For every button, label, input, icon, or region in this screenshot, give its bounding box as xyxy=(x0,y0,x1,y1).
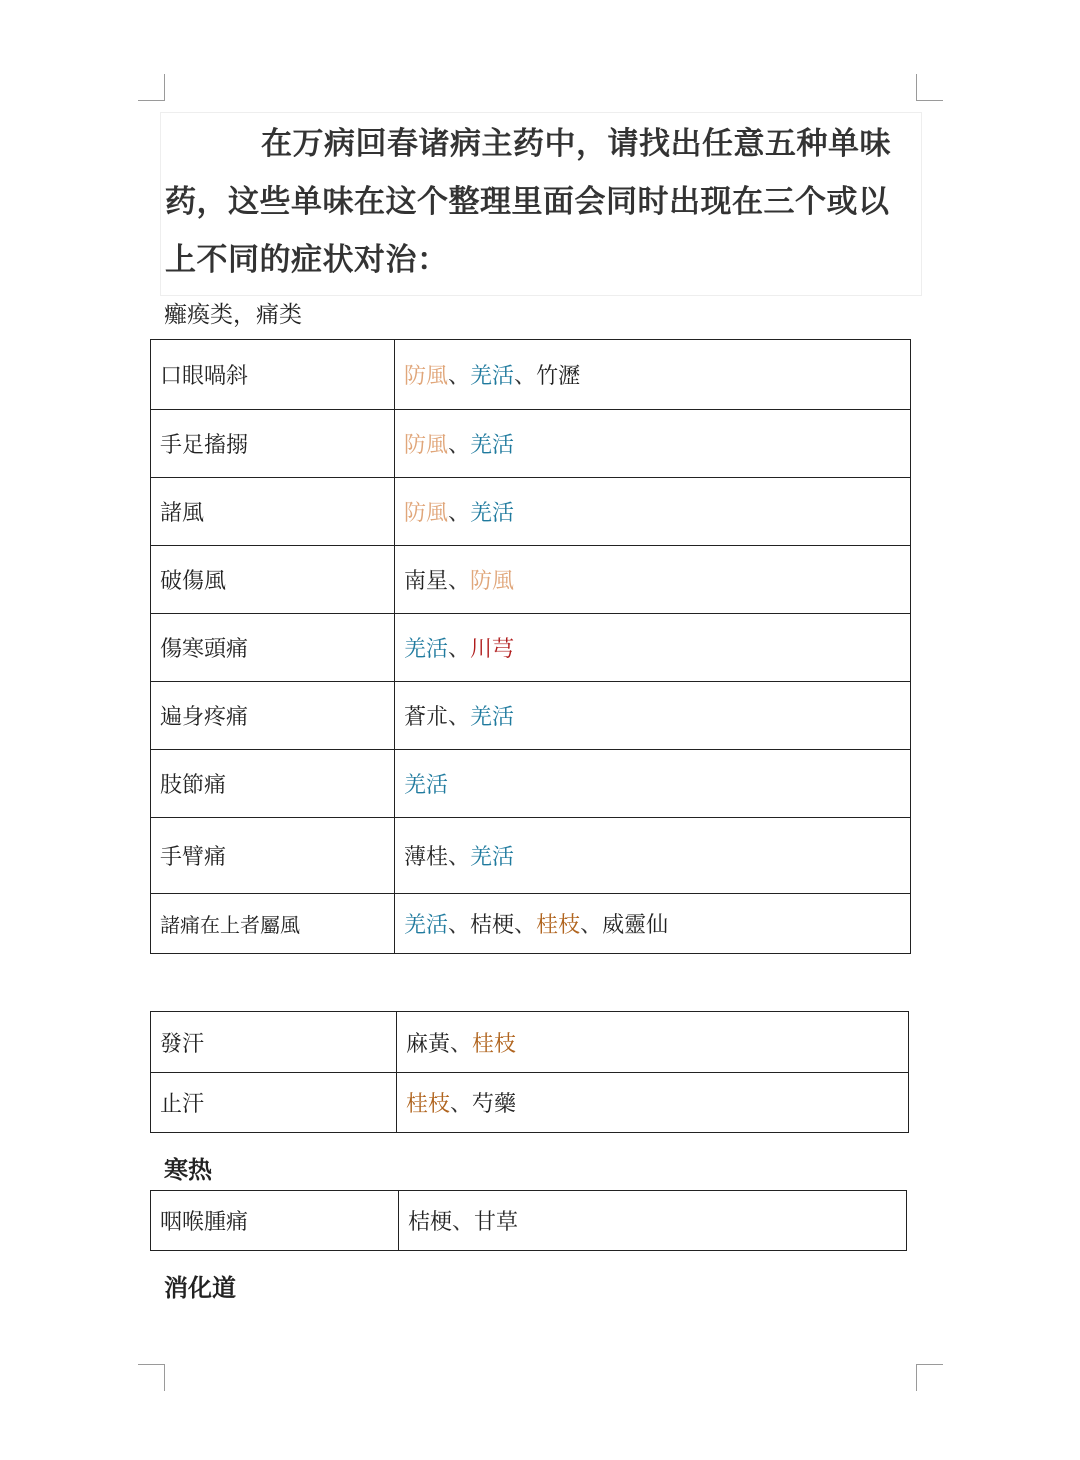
herb-name: 麻黃 xyxy=(406,1031,451,1057)
herb-name: 蒼朮 xyxy=(404,705,449,730)
herb-separator: 、 xyxy=(452,1210,475,1235)
symptom-cell: 傷寒頭痛 xyxy=(151,614,395,682)
herb-name: 防風 xyxy=(470,569,515,594)
table-row xyxy=(151,750,911,818)
table-row xyxy=(151,340,911,410)
table-row xyxy=(151,546,911,614)
herb-name: 威靈仙 xyxy=(602,913,669,938)
herb-name: 桂枝 xyxy=(472,1031,517,1057)
symptom-cell: 諸風 xyxy=(151,478,395,546)
herbs-cell xyxy=(395,682,911,750)
table-row xyxy=(151,1012,909,1073)
herb-name: 羌活 xyxy=(404,637,449,662)
herbs-cell xyxy=(395,750,911,818)
table-row xyxy=(151,1073,909,1133)
herbs-cell xyxy=(395,340,911,410)
herb-separator: 、 xyxy=(448,364,471,389)
table-row xyxy=(151,1191,907,1251)
herb-separator: 、 xyxy=(448,845,471,870)
question-paragraph: 在万病回春诸病主药中，请找出任意五种单味药，这些单味在这个整理里面会同时出现在三个或以上不同的症状对治： xyxy=(160,112,922,296)
section-heading-paralysis-pain: 癱瘓类，痛类 xyxy=(164,302,302,328)
symptom-cell: 手臂痛 xyxy=(151,818,395,894)
herb-name: 南星 xyxy=(404,569,449,594)
herb-separator: 、 xyxy=(448,501,471,526)
herb-name: 防風 xyxy=(404,501,449,526)
table-row xyxy=(151,894,911,954)
table-row xyxy=(151,818,911,894)
symptom-cell: 破傷風 xyxy=(151,546,395,614)
symptom-cell: 手足搐搦 xyxy=(151,410,395,478)
symptom-cell: 遍身疼痛 xyxy=(151,682,395,750)
symptom-cell: 咽喉腫痛 xyxy=(151,1191,399,1251)
table-row xyxy=(151,682,911,750)
herb-name: 桂枝 xyxy=(536,913,581,938)
herb-separator: 、 xyxy=(448,569,471,594)
herbs-cell xyxy=(395,546,911,614)
herb-name: 甘草 xyxy=(474,1210,519,1235)
herb-name: 防風 xyxy=(404,433,449,458)
symptom-cell: 諸痛在上者屬風 xyxy=(151,894,395,954)
herbs-cell xyxy=(397,1073,909,1133)
table-body xyxy=(151,1012,909,1133)
table-body xyxy=(151,1191,907,1251)
symptom-cell: 口眼喎斜 xyxy=(151,340,395,410)
herb-name: 羌活 xyxy=(470,501,515,526)
herbs-cell xyxy=(395,894,911,954)
herbs-cell xyxy=(395,478,911,546)
herbs-cell xyxy=(395,818,911,894)
symptom-cell: 肢節痛 xyxy=(151,750,395,818)
herb-name: 桔梗 xyxy=(470,913,515,938)
herb-name: 羌活 xyxy=(470,845,515,870)
herb-separator: 、 xyxy=(450,1092,473,1117)
herb-separator: 、 xyxy=(450,1031,473,1057)
herb-name: 桂枝 xyxy=(406,1092,451,1117)
crop-mark-top-left xyxy=(138,74,165,101)
herbs-cell xyxy=(395,410,911,478)
herb-separator: 、 xyxy=(514,364,537,389)
table-row xyxy=(151,410,911,478)
crop-mark-bottom-left xyxy=(138,1364,165,1391)
symptom-table-cold-heat xyxy=(150,1190,907,1251)
crop-mark-bottom-right xyxy=(916,1364,943,1391)
symptom-cell: 止汗 xyxy=(151,1073,397,1133)
herb-separator: 、 xyxy=(580,913,603,938)
herb-separator: 、 xyxy=(448,433,471,458)
symptom-table-paralysis-pain xyxy=(150,339,911,954)
symptom-cell: 發汗 xyxy=(151,1012,397,1073)
table-body xyxy=(151,340,911,954)
herbs-cell xyxy=(395,614,911,682)
herbs-cell xyxy=(399,1191,907,1251)
herb-name: 防風 xyxy=(404,364,449,389)
herb-separator: 、 xyxy=(448,705,471,730)
crop-mark-top-right xyxy=(916,74,943,101)
herb-name: 羌活 xyxy=(404,913,449,938)
herbs-cell xyxy=(397,1012,909,1073)
table-row xyxy=(151,478,911,546)
herb-name: 竹瀝 xyxy=(536,364,581,389)
herb-name: 羌活 xyxy=(404,773,449,798)
herb-name: 羌活 xyxy=(470,364,515,389)
table-row xyxy=(151,614,911,682)
herb-name: 川芎 xyxy=(470,637,515,662)
herb-separator: 、 xyxy=(514,913,537,938)
herb-separator: 、 xyxy=(448,913,471,938)
section-heading-cold-heat: 寒热 xyxy=(164,1156,212,1184)
herb-separator: 、 xyxy=(448,637,471,662)
herb-name: 羌活 xyxy=(470,433,515,458)
herb-name: 桔梗 xyxy=(408,1210,453,1235)
herb-name: 芍藥 xyxy=(472,1092,517,1117)
symptom-table-sweat xyxy=(150,1011,909,1133)
section-heading-digestive: 消化道 xyxy=(164,1274,236,1302)
herb-name: 羌活 xyxy=(470,705,515,730)
herb-name: 薄桂 xyxy=(404,845,449,870)
